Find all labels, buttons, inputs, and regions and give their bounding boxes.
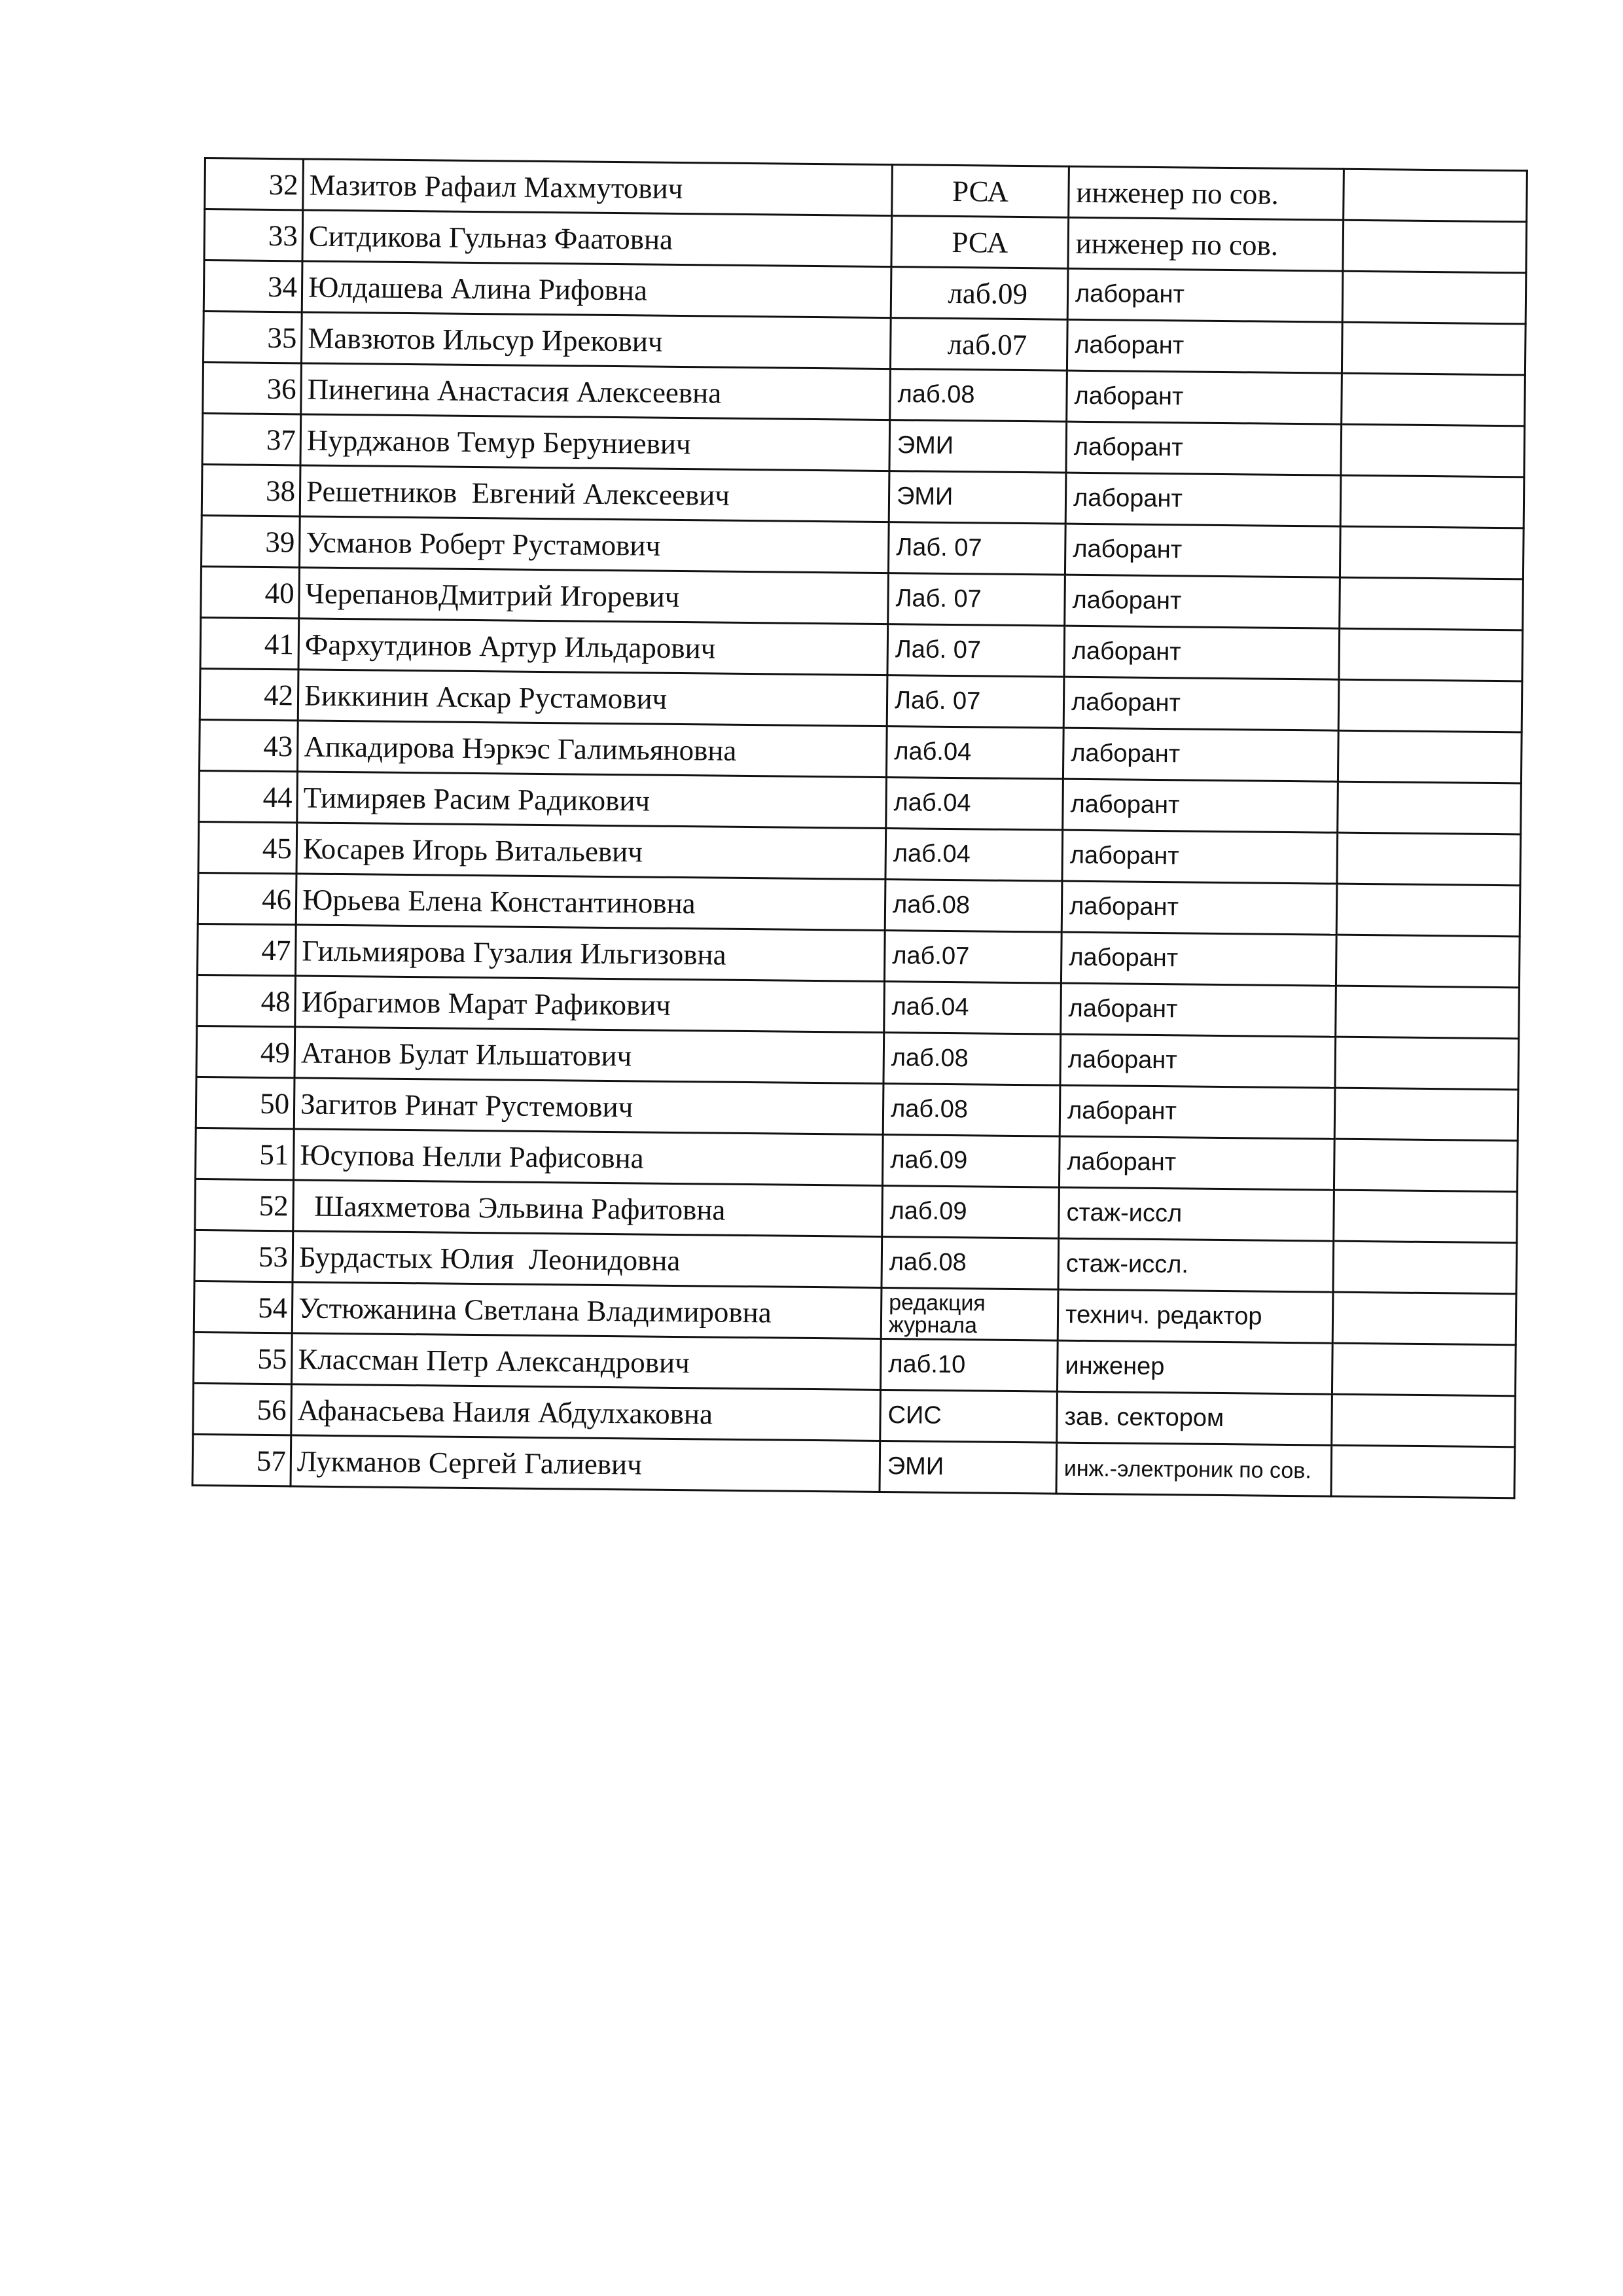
empty-cell: [1336, 935, 1520, 988]
empty-cell: [1337, 833, 1521, 886]
row-number: 52: [195, 1179, 294, 1230]
department: лаб.08: [883, 1033, 1061, 1086]
employee-name: Бурдастых Юлия Леонидовна: [293, 1231, 882, 1288]
department: лаб.08: [890, 369, 1067, 422]
department: Лаб. 07: [888, 573, 1065, 626]
empty-cell: [1332, 1292, 1516, 1345]
row-number: 33: [204, 209, 303, 261]
department: ЭМИ: [889, 471, 1066, 524]
position: стаж-иссл.: [1058, 1238, 1334, 1292]
position: технич. редактор: [1058, 1289, 1333, 1343]
position: лаборант: [1061, 932, 1336, 986]
position: лаборант: [1060, 1085, 1335, 1139]
department: Лаб. 07: [888, 522, 1065, 575]
employee-name: Мазитов Рафаил Махмутович: [303, 159, 893, 216]
row-number: 39: [201, 515, 300, 567]
position: лаборант: [1061, 881, 1337, 935]
row-number: 32: [205, 158, 304, 210]
employee-name: Мавзютов Ильсур Ирекович: [301, 312, 891, 369]
row-number: 38: [202, 464, 300, 516]
position: лаборант: [1061, 983, 1336, 1037]
row-number: 55: [194, 1332, 293, 1384]
empty-cell: [1344, 169, 1527, 222]
department: Лаб. 07: [887, 675, 1064, 728]
position: лаборант: [1066, 422, 1342, 475]
row-number: 56: [193, 1383, 292, 1435]
position: лаборант: [1065, 575, 1340, 628]
employee-name: Лукманов Сергей Галиевич: [291, 1435, 880, 1492]
empty-cell: [1338, 679, 1522, 732]
position: инженер по сов.: [1069, 166, 1344, 220]
row-number: 37: [202, 413, 301, 465]
department: СИС: [880, 1390, 1058, 1443]
department: лаб.08: [882, 1237, 1059, 1290]
position: инженер: [1057, 1340, 1332, 1394]
row-number: 45: [198, 821, 297, 873]
empty-cell: [1331, 1445, 1515, 1498]
department: лаб.08: [885, 880, 1062, 933]
row-number: 50: [196, 1077, 294, 1128]
employee-name: Тимиряев Расим Радикович: [297, 772, 887, 829]
empty-cell: [1335, 1037, 1519, 1090]
employee-name: Ибрагимов Марат Рафикович: [295, 976, 885, 1033]
position: лаборант: [1063, 779, 1338, 833]
employee-name: Ситдикова Гульназ Фаатовна: [302, 210, 892, 267]
row-number: 46: [198, 872, 296, 924]
employee-name: Гильмиярова Гузалия Ильгизовна: [295, 925, 885, 982]
employee-name: Атанов Булат Ильшатович: [294, 1027, 884, 1084]
employee-name: Фархутдинов Артур Ильдарович: [298, 619, 888, 675]
position: лаборант: [1064, 626, 1340, 679]
row-number: 42: [200, 668, 298, 720]
department: лаб.07: [884, 931, 1061, 984]
employee-name: Пинегина Анастасия Алексеевна: [301, 363, 891, 420]
employee-name: Афанасьева Наиля Абдулхаковна: [291, 1384, 881, 1441]
empty-cell: [1338, 730, 1522, 783]
empty-cell: [1342, 373, 1525, 426]
department: ЭМИ: [889, 420, 1067, 473]
department: лаб.08: [883, 1084, 1060, 1137]
row-number: 35: [203, 312, 302, 363]
row-number: 51: [196, 1128, 294, 1179]
empty-cell: [1334, 1139, 1518, 1192]
position: лаборант: [1060, 1034, 1336, 1088]
row-number: 57: [192, 1434, 291, 1486]
empty-cell: [1340, 577, 1524, 630]
row-number: 40: [201, 566, 300, 618]
employee-name: Усманов Роберт Рустамович: [299, 516, 889, 573]
department: редакция журнала: [881, 1288, 1058, 1341]
position: лаборант: [1059, 1136, 1334, 1190]
department: лаб.04: [885, 829, 1063, 882]
position: зав. сектором: [1057, 1391, 1332, 1445]
row-number: 49: [196, 1026, 295, 1077]
department: лаб.04: [886, 726, 1063, 780]
row-number: 43: [200, 719, 298, 771]
row-number: 54: [194, 1281, 293, 1333]
employee-name: Юрьева Елена Константиновна: [296, 874, 885, 931]
position: инж.-электроник по сов.: [1056, 1443, 1332, 1496]
empty-cell: [1343, 220, 1527, 273]
empty-cell: [1332, 1394, 1516, 1447]
empty-cell: [1342, 271, 1526, 324]
employee-name: Загитов Ринат Рустемович: [294, 1078, 883, 1135]
empty-cell: [1338, 781, 1522, 834]
staff-table: [192, 157, 1528, 1499]
position: лаборант: [1063, 728, 1338, 781]
position: лаборант: [1067, 319, 1342, 373]
department: РСА: [892, 165, 1069, 218]
employee-name: Шаяхметова Эльвина Рафитовна: [293, 1180, 883, 1237]
empty-cell: [1339, 628, 1523, 681]
position: лаборант: [1067, 370, 1342, 424]
employee-name: Юлдашева Алина Рифовна: [302, 261, 891, 318]
employee-name: Устюжанина Светлана Владимировна: [292, 1282, 882, 1339]
employee-name: Нурджанов Темур Беруниевич: [300, 414, 890, 471]
department: лаб.04: [884, 982, 1061, 1035]
department: лаб.04: [886, 778, 1063, 831]
empty-cell: [1334, 1190, 1518, 1243]
department: лаб.09: [891, 267, 1068, 320]
department: РСА: [891, 216, 1069, 269]
department: лаб.10: [880, 1339, 1058, 1392]
row-number: 44: [199, 770, 298, 822]
position: стаж-иссл: [1059, 1187, 1334, 1241]
row-number: 53: [194, 1230, 293, 1282]
employee-name: Классман Петр Александрович: [292, 1333, 882, 1390]
department: лаб.07: [890, 318, 1067, 371]
empty-cell: [1332, 1343, 1516, 1396]
empty-cell: [1342, 322, 1525, 375]
position: инженер по сов.: [1068, 217, 1344, 271]
department: лаб.09: [882, 1186, 1060, 1239]
employee-name: Биккинин Аскар Рустамович: [298, 670, 887, 726]
position: лаборант: [1063, 677, 1339, 730]
row-number: 48: [197, 975, 296, 1026]
employee-name: Юсупова Нелли Рафисовна: [294, 1129, 883, 1186]
empty-cell: [1333, 1241, 1517, 1294]
empty-cell: [1336, 884, 1520, 937]
empty-cell: [1340, 526, 1524, 579]
position: лаборант: [1065, 473, 1341, 526]
position: лаборант: [1065, 524, 1340, 577]
employee-name: Косарев Игорь Витальевич: [296, 823, 886, 880]
department: Лаб. 07: [887, 624, 1065, 677]
row-number: 47: [198, 924, 296, 975]
employee-name: Апкадирова Нэркэс Галимьяновна: [297, 721, 887, 778]
employee-name: ЧерепановДмитрий Игоревич: [299, 567, 889, 624]
empty-cell: [1340, 475, 1524, 528]
position: лаборант: [1067, 268, 1343, 322]
row-number: 36: [203, 362, 302, 414]
empty-cell: [1334, 1088, 1518, 1141]
empty-cell: [1341, 424, 1525, 477]
employee-name: Решетников Евгений Алексеевич: [300, 465, 889, 522]
position: лаборант: [1062, 830, 1338, 884]
row-number: 34: [204, 260, 302, 312]
row-number: 41: [200, 617, 299, 669]
empty-cell: [1336, 986, 1520, 1039]
department: ЭМИ: [880, 1441, 1057, 1494]
department: лаб.09: [882, 1135, 1060, 1188]
